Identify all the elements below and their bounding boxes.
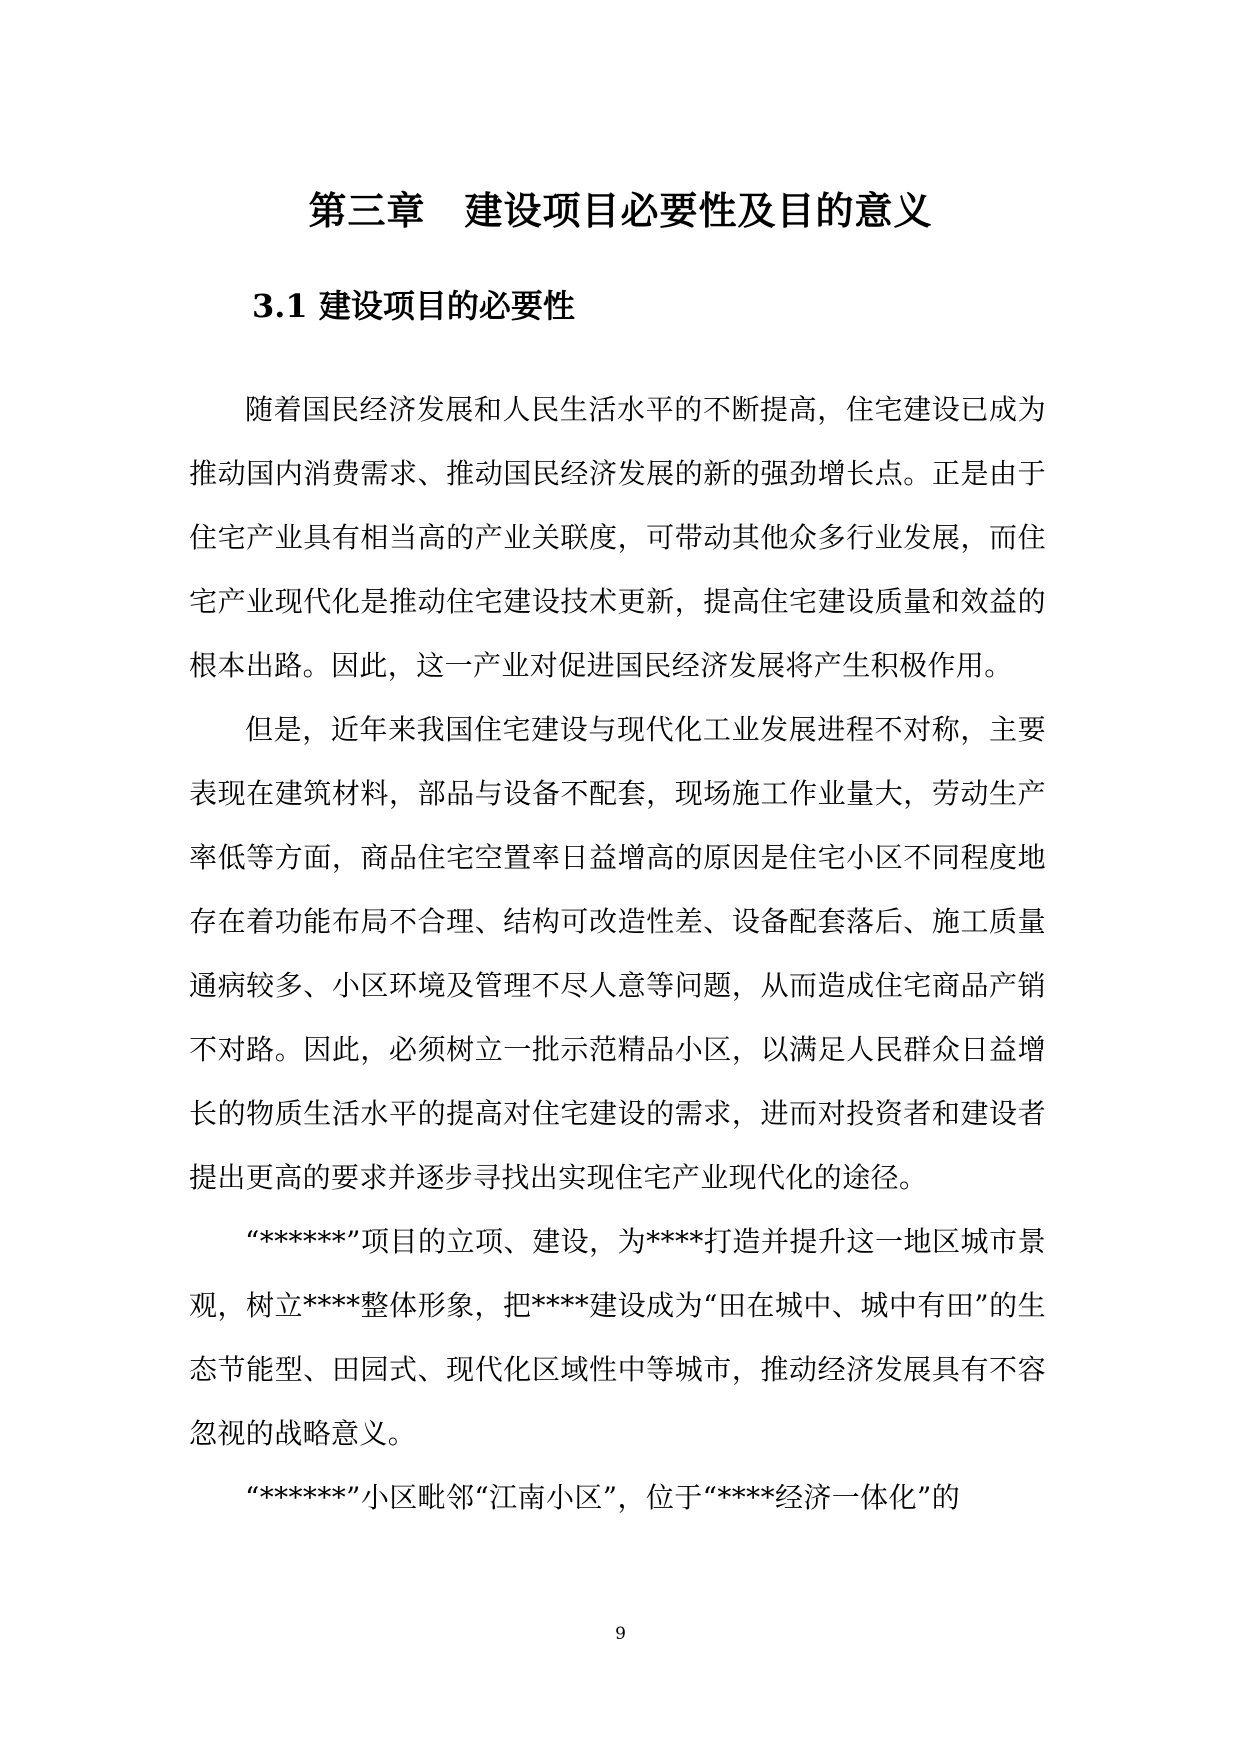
body-text: [189, 378, 1046, 1530]
paragraph-1: 随着国民经济发展和人民生活水平的不断提高，住宅建设已成为推动国内消费需求、推动国民经济发展的新的强劲增长点。正是由于住宅产业具有相当高的产业关联度，可带动其他众多行业发展，而住宅产业现代化是推动住宅建设技术更新，提高住宅建设质量和效益的根本出路。因此，这一产业对促进国民经济发展将产生积极作用。: [189, 393, 1046, 682]
chapter-title: 第三章 建设项目必要性及目的意义: [308, 188, 933, 233]
paragraph-2: 但是，近年来我国住宅建设与现代化工业发展进程不对称，主要表现在建筑材料，部品与设备不配套，现场施工作业量大，劳动生产率低等方面，商品住宅空置率日益增高的原因是住宅小区不同程度地存在着功能布局不合理、结构可改造性差、设备配套落后、施工质量通病较多、小区环境及管理不尽人意等问题，从而造成住宅商品产销不对路。因此，必须树立一批示范精品小区，以满足人民群众日益增长的物质生活水平的提高对住宅建设的需求，进而对投资者和建设者提出更高的要求并逐步寻找出实现住宅产业现代化的途径。: [189, 713, 1046, 1194]
paragraph-4: “******”小区毗邻“江南小区”，位于“****经济一体化”的: [245, 1481, 961, 1514]
section-title: 3.1 建设项目的必要性: [252, 287, 575, 325]
paragraph-3: “******”项目的立项、建设，为****打造并提升这一地区城市景观，树立****整体形象，把****建设成为“田在城中、城中有田”的生态节能型、田园式、现代化区域性中等城市，推动经济发展具有不容忽视的战略意义。: [189, 1225, 1046, 1450]
page-number: 9: [615, 1624, 626, 1644]
